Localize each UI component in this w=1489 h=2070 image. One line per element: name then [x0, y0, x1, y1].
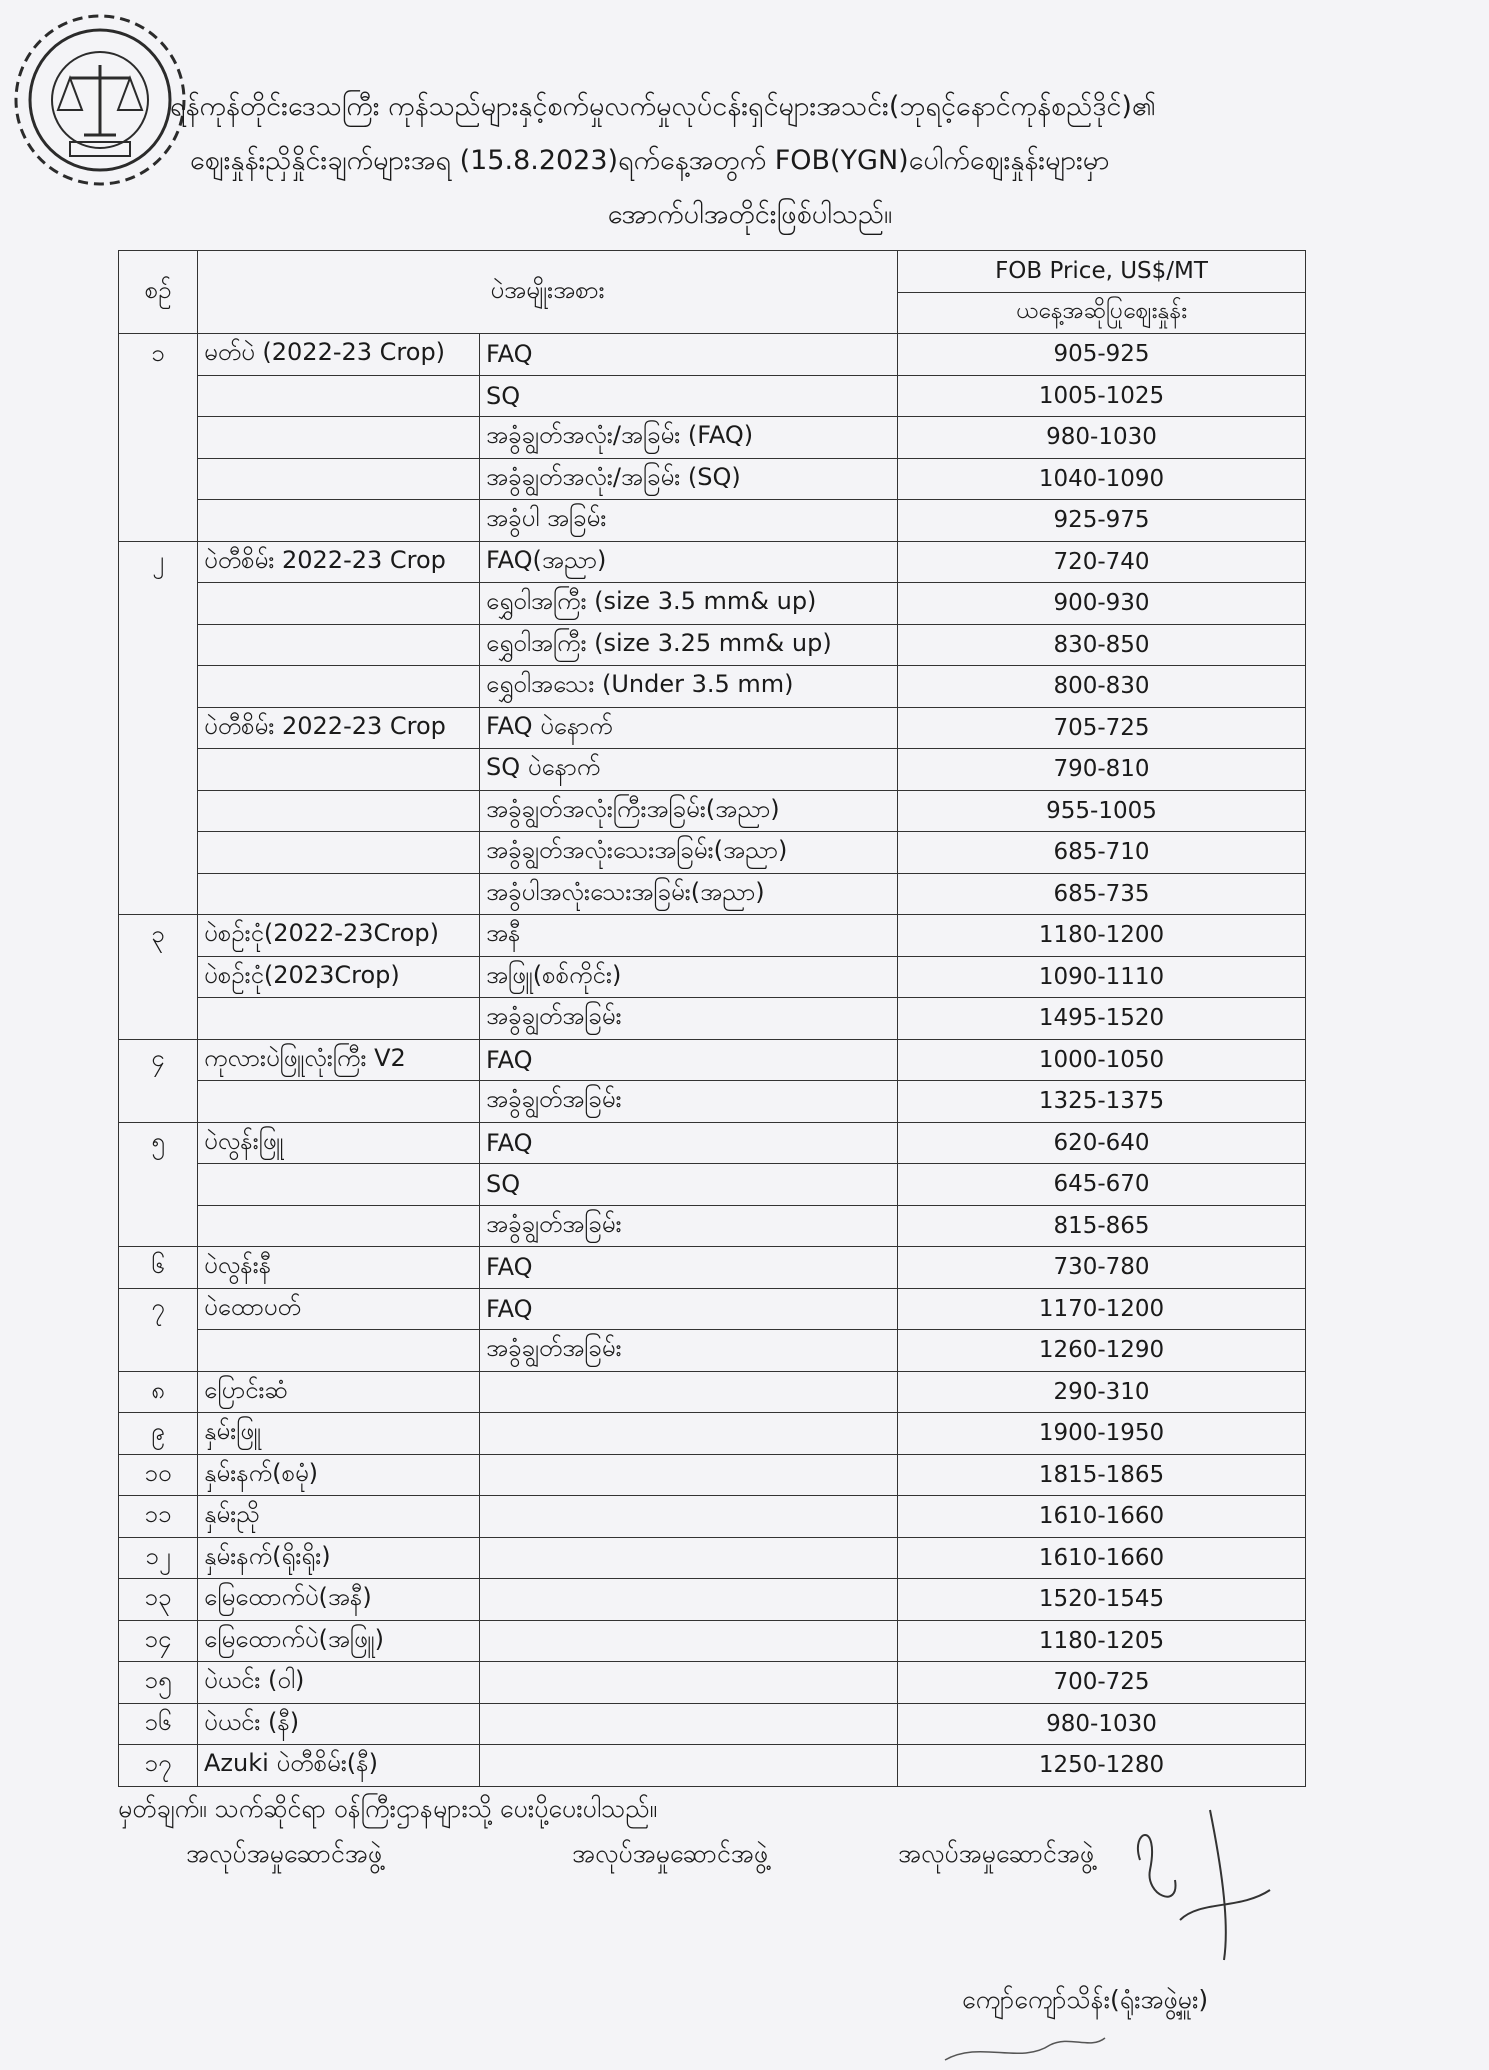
row-item-name: ပဲယင်း (ဝါ)	[198, 1662, 480, 1704]
row-price: 1170-1200	[898, 1288, 1306, 1330]
row-grade: အခွံချွတ်အခြမ်း	[480, 1205, 898, 1247]
row-item-name	[198, 500, 480, 542]
row-no	[119, 749, 198, 791]
row-price: 815-865	[898, 1205, 1306, 1247]
row-price: 980-1030	[898, 1703, 1306, 1745]
row-no: ၁၁	[119, 1496, 198, 1538]
row-grade	[480, 1579, 898, 1621]
row-item-name	[198, 417, 480, 459]
row-item-name: နှမ်းနက်(စမုံ)	[198, 1454, 480, 1496]
row-no: ၄	[119, 1039, 198, 1081]
row-grade: SQ ပဲနောက်	[480, 749, 898, 791]
row-grade: SQ	[480, 375, 898, 417]
col-item-header: ပဲအမျိုးအစား	[198, 251, 898, 334]
row-no: ၁၄	[119, 1620, 198, 1662]
row-price: 685-735	[898, 873, 1306, 915]
row-grade: အခွံချွတ်အလုံး/အခြမ်း (FAQ)	[480, 417, 898, 459]
row-price: 1005-1025	[898, 375, 1306, 417]
table-row	[119, 334, 1306, 376]
row-no	[119, 873, 198, 915]
row-grade: အခွံပါ အခြမ်း	[480, 500, 898, 542]
price-table	[118, 250, 1306, 1787]
row-no: ၈	[119, 1371, 198, 1413]
row-price: 290-310	[898, 1371, 1306, 1413]
row-grade	[480, 1620, 898, 1662]
table-row	[119, 458, 1306, 500]
table-row	[119, 1413, 1306, 1455]
header-line-1: ရန်ကုန်တိုင်းဒေသကြီး ကုန်သည်များနှင့်စက်မှုလက်မှုလုပ်ငန်းရှင်များအသင်း(ဘုရင့်နောင်ကုန်စည်ဒိုင်)၏	[170, 91, 1156, 122]
row-price: 1815-1865	[898, 1454, 1306, 1496]
row-price: 700-725	[898, 1662, 1306, 1704]
row-item-name: မြေထောက်ပဲ(အဖြူ)	[198, 1620, 480, 1662]
row-no	[119, 417, 198, 459]
row-item-name	[198, 1081, 480, 1123]
row-no: ၁၂	[119, 1537, 198, 1579]
row-price: 1495-1520	[898, 998, 1306, 1040]
signature-label-1: အလုပ်အမှုဆောင်အဖွဲ့	[186, 1839, 383, 1868]
row-no: ၉	[119, 1413, 198, 1455]
row-price: 1520-1545	[898, 1579, 1306, 1621]
row-item-name	[198, 666, 480, 708]
row-no: ၆	[119, 1247, 198, 1289]
row-no: ၃	[119, 915, 198, 957]
row-price: 1610-1660	[898, 1496, 1306, 1538]
row-grade: FAQ	[480, 1247, 898, 1289]
row-price: 800-830	[898, 666, 1306, 708]
row-price: 620-640	[898, 1122, 1306, 1164]
row-item-name: ပဲစဉ်းငုံ(2023Crop)	[198, 956, 480, 998]
row-grade: အခွံချွတ်အလုံးသေးအခြမ်း(အညာ)	[480, 832, 898, 874]
signature-label-3: အလုပ်အမှုဆောင်အဖွဲ့	[898, 1839, 1095, 1868]
row-item-name: Azuki ပဲတီစိမ်း(နီ)	[198, 1745, 480, 1787]
table-row	[119, 956, 1306, 998]
table-row	[119, 873, 1306, 915]
row-item-name: ပဲတီစိမ်း 2022-23 Crop	[198, 707, 480, 749]
table-header-row	[119, 251, 1306, 293]
table-row	[119, 707, 1306, 749]
row-no: ၁၆	[119, 1703, 198, 1745]
row-price: 955-1005	[898, 790, 1306, 832]
row-no	[119, 790, 198, 832]
row-item-name	[198, 873, 480, 915]
row-grade: အခွံပါအလုံးသေးအခြမ်း(အညာ)	[480, 873, 898, 915]
row-item-name	[198, 1164, 480, 1206]
table-row	[119, 666, 1306, 708]
table-row	[119, 1537, 1306, 1579]
table-row	[119, 1703, 1306, 1745]
table-row	[119, 541, 1306, 583]
row-no	[119, 707, 198, 749]
row-grade	[480, 1537, 898, 1579]
row-item-name	[198, 1205, 480, 1247]
table-row	[119, 417, 1306, 459]
row-price: 905-925	[898, 334, 1306, 376]
row-no	[119, 500, 198, 542]
row-no	[119, 666, 198, 708]
row-price: 720-740	[898, 541, 1306, 583]
row-no: ၁၅	[119, 1662, 198, 1704]
row-price: 730-780	[898, 1247, 1306, 1289]
table-row	[119, 1496, 1306, 1538]
row-price: 1180-1200	[898, 915, 1306, 957]
table-row	[119, 1579, 1306, 1621]
row-item-name	[198, 583, 480, 625]
table-row	[119, 1081, 1306, 1123]
row-no: ၁	[119, 334, 198, 376]
row-item-name: နှမ်းညို	[198, 1496, 480, 1538]
row-item-name: နှမ်းဖြူ	[198, 1413, 480, 1455]
table-row	[119, 1745, 1306, 1787]
row-price: 705-725	[898, 707, 1306, 749]
col-price-header: FOB Price, US$/MT	[898, 251, 1306, 293]
table-row	[119, 375, 1306, 417]
row-grade	[480, 1496, 898, 1538]
row-price: 1325-1375	[898, 1081, 1306, 1123]
table-row	[119, 1164, 1306, 1206]
table-row	[119, 1454, 1306, 1496]
row-item-name	[198, 998, 480, 1040]
row-no: ၁၇	[119, 1745, 198, 1787]
row-grade	[480, 1662, 898, 1704]
row-grade: FAQ(အညာ)	[480, 541, 898, 583]
document-header	[150, 80, 1350, 242]
row-price: 1180-1205	[898, 1620, 1306, 1662]
row-no	[119, 1164, 198, 1206]
table-row	[119, 583, 1306, 625]
row-grade	[480, 1703, 898, 1745]
table-row	[119, 1122, 1306, 1164]
table-row	[119, 915, 1306, 957]
row-price: 1250-1280	[898, 1745, 1306, 1787]
row-grade	[480, 1745, 898, 1787]
underline-scribble	[940, 2030, 1110, 2070]
row-price: 685-710	[898, 832, 1306, 874]
row-item-name	[198, 749, 480, 791]
row-item-name: ပဲလွန်းဖြူ	[198, 1122, 480, 1164]
row-grade: အခွံချွတ်အခြမ်း	[480, 998, 898, 1040]
row-item-name: မတ်ပဲ (2022-23 Crop)	[198, 334, 480, 376]
remark-note: မှတ်ချက်။ သက်ဆိုင်ရာ ဝန်ကြီးဌာနများသို့ ပေးပို့ပေးပါသည်။	[118, 1794, 658, 1823]
row-grade: FAQ	[480, 334, 898, 376]
row-price: 1000-1050	[898, 1039, 1306, 1081]
row-price: 1610-1660	[898, 1537, 1306, 1579]
header-line-2: ဈေးနှုန်းညှိနှိုင်းချက်များအရ (15.8.2023)ရက်နေ့အတွက် FOB(YGN)ပေါက်ဈေးနှုန်းများမှာ	[190, 145, 1110, 176]
row-item-name: ပဲယင်း (နီ)	[198, 1703, 480, 1745]
row-item-name: ပဲတီစိမ်း 2022-23 Crop	[198, 541, 480, 583]
row-grade: SQ	[480, 1164, 898, 1206]
row-price: 830-850	[898, 624, 1306, 666]
table-row	[119, 998, 1306, 1040]
table-row	[119, 1371, 1306, 1413]
table-row	[119, 1247, 1306, 1289]
row-item-name: မြေထောက်ပဲ(အနီ)	[198, 1579, 480, 1621]
row-price: 900-930	[898, 583, 1306, 625]
row-item-name: ပဲလွန်းနီ	[198, 1247, 480, 1289]
row-no: ၁၀	[119, 1454, 198, 1496]
header-line-3: အောက်ပါအတိုင်းဖြစ်ပါသည်။	[607, 199, 893, 230]
table-row	[119, 1039, 1306, 1081]
row-price: 790-810	[898, 749, 1306, 791]
row-item-name: ပြောင်းဆံ	[198, 1371, 480, 1413]
row-grade: အနီ	[480, 915, 898, 957]
row-no: ၇	[119, 1288, 198, 1330]
row-no: ၅	[119, 1122, 198, 1164]
row-item-name	[198, 790, 480, 832]
row-grade	[480, 1371, 898, 1413]
row-no	[119, 998, 198, 1040]
row-item-name	[198, 458, 480, 500]
row-item-name	[198, 832, 480, 874]
row-item-name	[198, 375, 480, 417]
table-row	[119, 832, 1306, 874]
row-item-name	[198, 624, 480, 666]
row-price: 980-1030	[898, 417, 1306, 459]
row-grade: အခွံချွတ်အခြမ်း	[480, 1081, 898, 1123]
row-grade: FAQ	[480, 1122, 898, 1164]
row-no	[119, 375, 198, 417]
row-no	[119, 458, 198, 500]
row-no	[119, 1330, 198, 1372]
table-row	[119, 1288, 1306, 1330]
table-row	[119, 749, 1306, 791]
col-price-subheader: ယနေ့အဆိုပြုဈေးနှုန်း	[898, 292, 1306, 334]
row-price: 645-670	[898, 1164, 1306, 1206]
row-item-name: ပဲထောပတ်	[198, 1288, 480, 1330]
signature-label-2: အလုပ်အမှုဆောင်အဖွဲ့	[572, 1839, 769, 1868]
row-no	[119, 832, 198, 874]
row-no	[119, 1205, 198, 1247]
row-price: 1260-1290	[898, 1330, 1306, 1372]
row-no	[119, 1081, 198, 1123]
row-no	[119, 583, 198, 625]
row-no	[119, 956, 198, 998]
row-no: ၁၃	[119, 1579, 198, 1621]
table-row	[119, 500, 1306, 542]
row-grade: FAQ	[480, 1288, 898, 1330]
table-row	[119, 790, 1306, 832]
table-row	[119, 1205, 1306, 1247]
row-price: 1090-1110	[898, 956, 1306, 998]
table-row	[119, 1662, 1306, 1704]
row-grade: FAQ ပဲနောက်	[480, 707, 898, 749]
row-grade: အခွံချွတ်အခြမ်း	[480, 1330, 898, 1372]
signer-name: ကျော်ကျော်သိန်း(ရုံးအဖွဲ့မှူး)	[962, 1985, 1209, 2014]
row-price: 1900-1950	[898, 1413, 1306, 1455]
row-grade: အခွံချွတ်အလုံး/အခြမ်း (SQ)	[480, 458, 898, 500]
row-grade	[480, 1454, 898, 1496]
table-row	[119, 1620, 1306, 1662]
row-no	[119, 624, 198, 666]
row-item-name: နှမ်းနက်(ရိုးရိုး)	[198, 1537, 480, 1579]
row-price: 925-975	[898, 500, 1306, 542]
table-row	[119, 624, 1306, 666]
row-grade: အဖြူ(စစ်ကိုင်း)	[480, 956, 898, 998]
row-item-name: ပဲစဉ်းငုံ(2022-23Crop)	[198, 915, 480, 957]
handwritten-signature	[1120, 1800, 1300, 2000]
row-item-name	[198, 1330, 480, 1372]
col-no-header: စဉ်	[119, 251, 198, 334]
row-grade: ရွှေဝါအသေး (Under 3.5 mm)	[480, 666, 898, 708]
row-grade	[480, 1413, 898, 1455]
table-row	[119, 1330, 1306, 1372]
row-grade: ရွှေဝါအကြီး (size 3.25 mm& up)	[480, 624, 898, 666]
row-item-name: ကုလားပဲဖြူလုံးကြီး V2	[198, 1039, 480, 1081]
row-grade: FAQ	[480, 1039, 898, 1081]
row-price: 1040-1090	[898, 458, 1306, 500]
row-grade: အခွံချွတ်အလုံးကြီးအခြမ်း(အညာ)	[480, 790, 898, 832]
row-grade: ရွှေဝါအကြီး (size 3.5 mm& up)	[480, 583, 898, 625]
row-no: ၂	[119, 541, 198, 583]
